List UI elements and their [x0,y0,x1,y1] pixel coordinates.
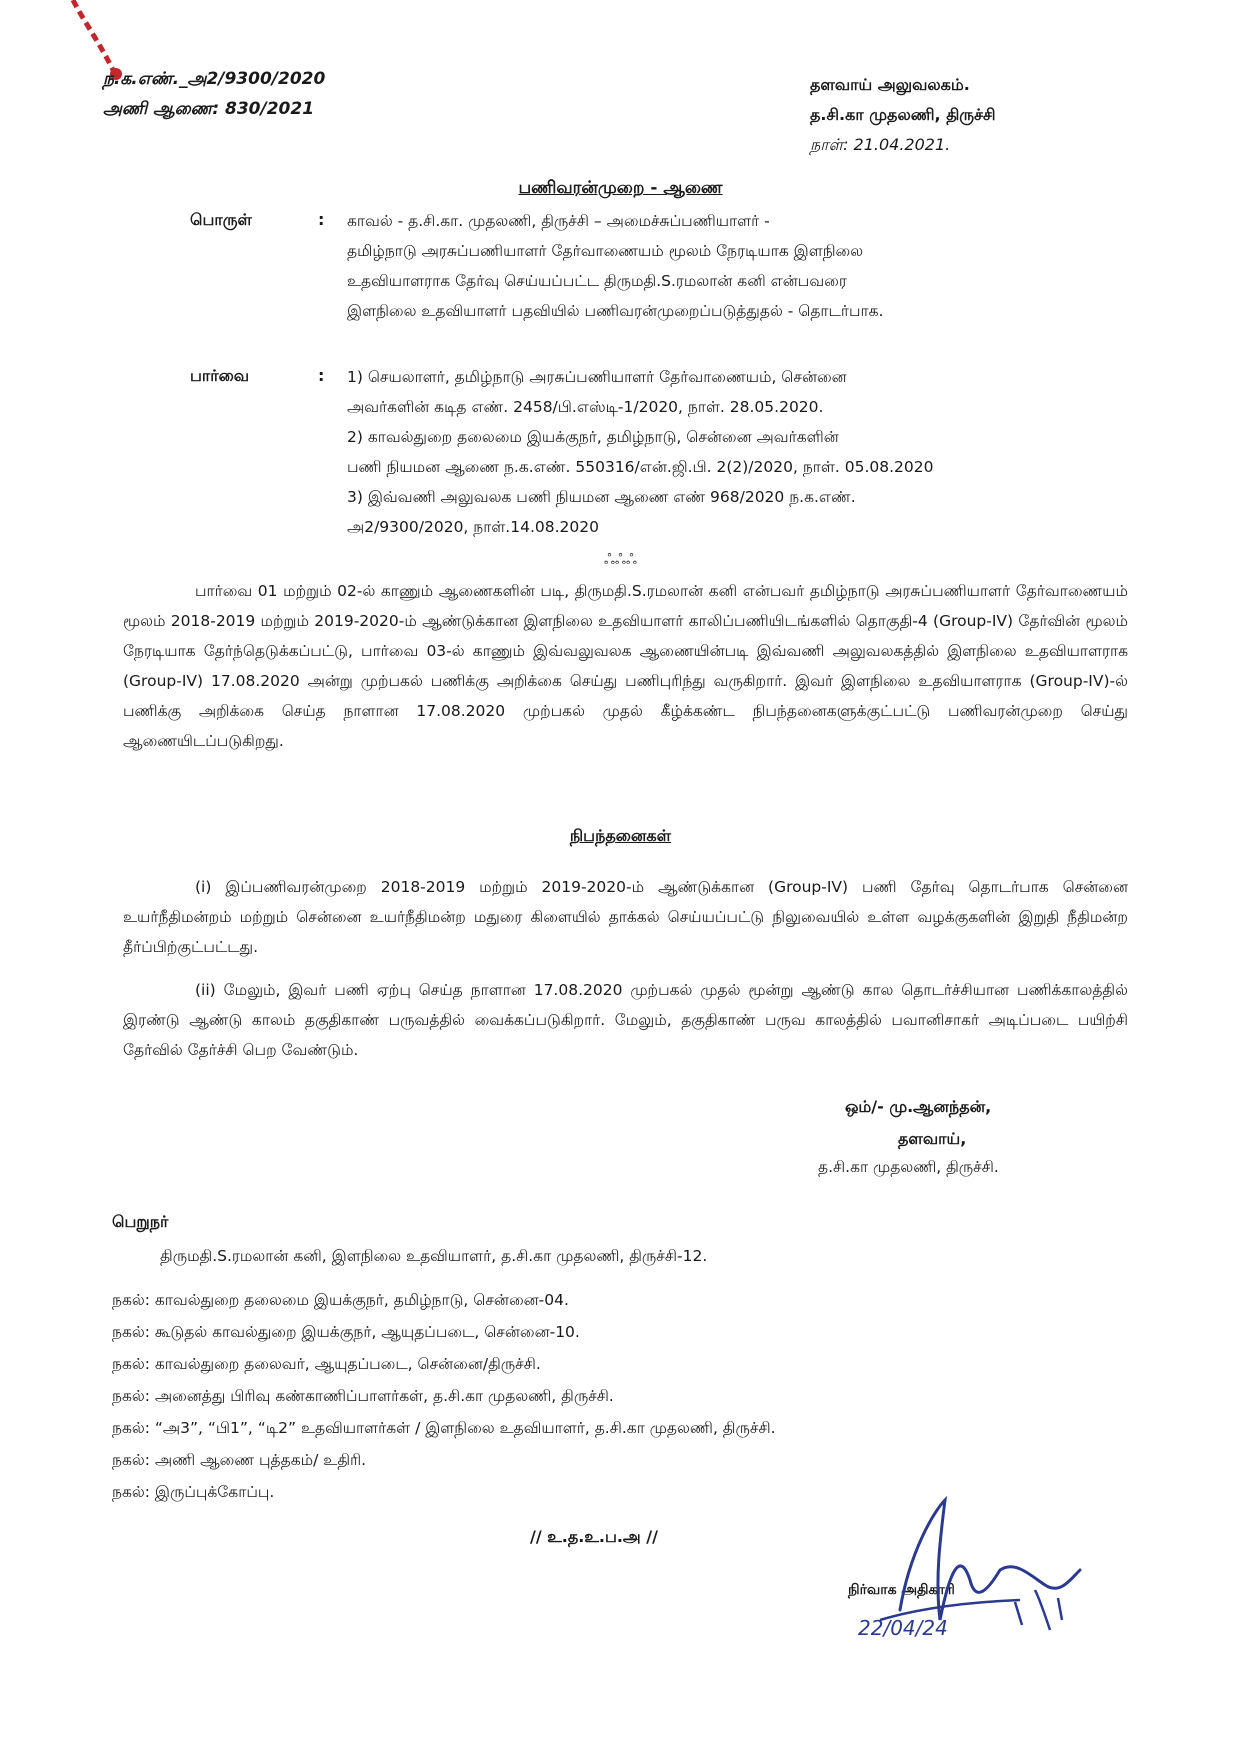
recipient-line: திருமதி.S.ரமலான் கனி, இளநிலை உதவியாளர், த.சி.கா முதலணி, திருச்சி-12. [160,1247,708,1265]
copy-to-item: நகல்: அணி ஆணை புத்தகம்/ உதிரி. [112,1451,367,1469]
attestation-stamp: நிர்வாக அதிகாரி [848,1582,955,1598]
copy-to-list [112,1284,1112,1508]
reference-item: 2) காவல்துறை தலைமை இயக்குநர், தமிழ்நாடு, சென்னை அவர்களின் [347,428,839,446]
condition-item-2: (ii) மேலும், இவர் பணி ஏற்பு செய்த நாளான 17.08.2020 முற்பகல் முதல் மூன்று ஆண்டு கால தொடர்ச்சியான பணிக்காலத்தில் இரண்டு ஆண்டு காலம் தகுதிகாண் பருவத்தில் வைக்கப்படுகிறார். மேலும், தகுதிகாண் பருவ காலத்தில் பவானிசாகர் அடிப்படை பயிற்சி தேர்வில் தேர்ச்சி பெற வேண்டும். [123,981,1128,1059]
conditions-heading: நிபந்தனைகள் [569,826,672,845]
signatory-office: த.சி.கா முதலணி, திருச்சி. [818,1158,999,1176]
signatory-designation: தளவாய், [898,1129,967,1148]
header-right [810,70,996,160]
recipient-heading: பெறுநர் [112,1212,169,1231]
order-date: நாள்: 21.04.2021. [810,135,951,154]
reference-label: பார்வை [190,366,250,385]
handwritten-signature [840,1490,1100,1700]
reference-list [347,362,1121,542]
reference-item: அ2/9300/2020, நாள்.14.08.2020 [347,518,599,536]
reference-item: பணி நியமன ஆணை ந.க.எண். 550316/என்.ஜி.பி. 2(2)/2020, நாள். 05.08.2020 [347,458,934,476]
signatory-name: ஒம்/- மு.ஆனந்தன், [845,1097,992,1116]
copy-to-item: நகல்: இருப்புக்கோப்பு. [112,1483,275,1501]
document-title: பணிவரன்முறை - ஆணை [518,178,723,198]
header-left [103,64,325,124]
subject-text: காவல் - த.சி.கா. முதலணி, திருச்சி – அமைச்சுப்பணியாளர் - தமிழ்நாடு அரசுப்பணியாளர் தேர்வாணையம் மூலம் நேரடியாக இளநிலை உதவியாளராக தேர்வு செய்யப்பட்ட திருமதி.S.ரமலான் கனி என்பவரை இளநிலை உதவியாளர் பதவியில் பணிவரன்முறைப்படுத்துதல் - தொடர்பாக. [347,212,884,320]
subject-label: பொருள் [190,210,252,229]
handwritten-date: 22/04/24 [858,1616,948,1640]
subject-colon: : [318,210,325,229]
unit-name: த.சி.கா முதலணி, திருச்சி [810,105,996,124]
reference-item: 1) செயலாளர், தமிழ்நாடு அரசுப்பணியாளர் தேர்வாணையம், சென்னை [347,368,847,386]
reference-item: அவர்களின் கடித எண். 2458/பி.எஸ்டி-1/2020, நாள். 28.05.2020. [347,398,824,416]
copy-to-item: நகல்: கூடுதல் காவல்துறை இயக்குநர், ஆயுதப்படை, சென்னை-10. [112,1323,580,1341]
order-body-paragraph: பார்வை 01 மற்றும் 02-ல் காணும் ஆணைகளின் படி, திருமதி.S.ரமலான் கனி என்பவர் தமிழ்நாடு அரசுப்பணியாளர் தேர்வாணையம் மூலம் 2018-2019 மற்றும் 2019-2020-ம் ஆண்டுக்கான இளநிலை உதவியாளர் காலிப்பணியிடங்களில் தொகுதி-4 (Group-IV) தேர்வின் மூலம் நேரடியாக தேர்ந்தெடுக்கப்பட்டு, பார்வை 03-ல் காணும் இவ்வலுவலக ஆணையின்படி இவ்வணி அலுவலகத்தில் இளநிலை உதவியாளராக (Group-IV) 17.08.2020 அன்று முற்பகல் பணிக்கு அறிக்கை செய்து பணிபுரிந்து வருகிறார். இவர் இளநிலை உதவியாளராக (Group-IV)-ல் பணிக்கு அறிக்கை செய்த நாளான 17.08.2020 முற்பகல் முதல் கீழ்க்கண்ட நிபந்தனைகளுக்குட்பட்டு பணிவரன்முறை செய்து ஆணையிடப்படுகிறது. [123,582,1128,750]
reference-colon: : [318,366,325,385]
condition-item-1: (i) இப்பணிவரன்முறை 2018-2019 மற்றும் 2019-2020-ம் ஆண்டுக்கான (Group-IV) பணி தேர்வு தொடர்பாக சென்னை உயர்நீதிமன்றம் மற்றும் சென்னை உயர்நீதிமன்ற மதுரை கிளையில் தாக்கல் செய்யப்பட்டு நிலுவையில் உள்ள வழக்குகளின் இறுதி நீதிமன்ற தீர்ப்பிற்குட்பட்டது. [123,878,1128,956]
order-number: அணி ஆணை: 830/2021 [103,99,315,119]
copy-to-item: நகல்: “அ3”, “பி1”, “டி2” உதவியாளர்கள் / இளநிலை உதவியாளர், த.சி.கா முதலணி, திருச்சி. [112,1419,776,1437]
true-copy-mark: // உ.த.உ.ப.அ // [530,1527,658,1546]
copy-to-item: நகல்: காவல்துறை தலைவர், ஆயுதப்படை, சென்னை/திருச்சி. [112,1355,541,1373]
section-ornament: ஃஃஃ [604,552,637,568]
reference-item: 3) இவ்வணி அலுவலக பணி நியமன ஆணை எண் 968/2020 ந.க.எண். [347,488,856,506]
copy-to-item: நகல்: காவல்துறை தலைமை இயக்குநர், தமிழ்நாடு, சென்னை-04. [112,1291,569,1309]
office-name: தளவாய் அலுவலகம். [810,75,970,94]
file-number: ந.க.எண்._அ2/9300/2020 [103,69,326,89]
copy-to-item: நகல்: அனைத்து பிரிவு கண்காணிப்பாளர்கள், த.சி.கா முதலணி, திருச்சி. [112,1387,614,1405]
